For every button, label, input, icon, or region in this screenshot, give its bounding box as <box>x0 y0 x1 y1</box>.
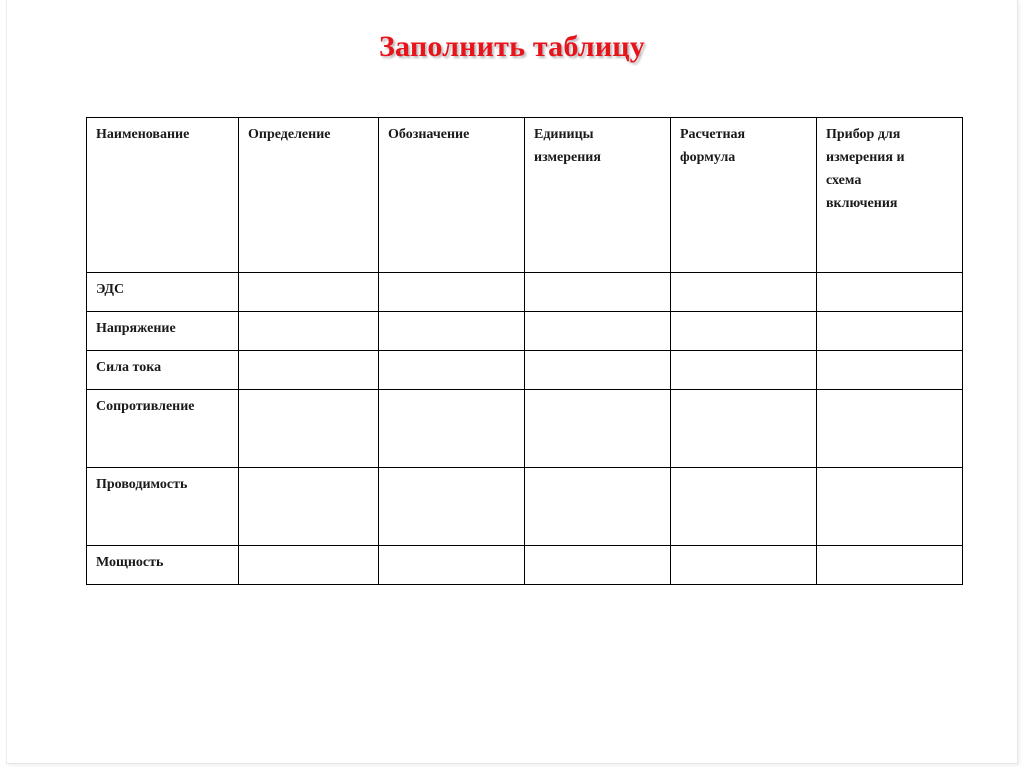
page-title: Заполнить таблицу <box>379 30 645 63</box>
row-label-cell <box>87 390 239 468</box>
header-row <box>87 118 963 273</box>
empty-cell[interactable] <box>379 273 525 312</box>
empty-cell[interactable] <box>239 351 379 390</box>
empty-cell[interactable] <box>671 546 817 585</box>
empty-cell[interactable] <box>239 546 379 585</box>
row-label: Мощность <box>96 555 164 570</box>
row-label-cell <box>87 312 239 351</box>
empty-cell[interactable] <box>817 546 963 585</box>
row-label: Напряжение <box>96 321 176 336</box>
table-row <box>87 468 963 546</box>
row-label-cell <box>87 546 239 585</box>
table-row <box>87 351 963 390</box>
header-cell <box>379 118 525 273</box>
header-cell <box>671 118 817 273</box>
empty-cell[interactable] <box>817 273 963 312</box>
empty-cell[interactable] <box>239 468 379 546</box>
empty-cell[interactable] <box>525 273 671 312</box>
empty-cell[interactable] <box>817 468 963 546</box>
row-label-cell <box>87 273 239 312</box>
header-label: Единицы измерения <box>534 127 601 165</box>
empty-cell[interactable] <box>379 546 525 585</box>
empty-cell[interactable] <box>671 273 817 312</box>
row-label: Сила тока <box>96 360 162 375</box>
header-cell <box>817 118 963 273</box>
row-label-cell <box>87 468 239 546</box>
empty-cell[interactable] <box>379 312 525 351</box>
empty-cell[interactable] <box>817 351 963 390</box>
empty-cell[interactable] <box>671 468 817 546</box>
empty-cell[interactable] <box>817 312 963 351</box>
header-label: Прибор для измерения и схема включения <box>826 127 905 211</box>
empty-cell[interactable] <box>239 312 379 351</box>
row-label: Проводимость <box>96 477 188 492</box>
empty-cell[interactable] <box>817 390 963 468</box>
empty-cell[interactable] <box>525 546 671 585</box>
empty-cell[interactable] <box>379 468 525 546</box>
table-row <box>87 273 963 312</box>
empty-cell[interactable] <box>525 312 671 351</box>
table-row <box>87 546 963 585</box>
empty-cell[interactable] <box>671 390 817 468</box>
empty-cell[interactable] <box>379 390 525 468</box>
header-label: Наименование <box>96 127 190 142</box>
row-label: Сопротивление <box>96 399 195 414</box>
header-label: Обозначение <box>388 127 470 142</box>
row-label-cell <box>87 351 239 390</box>
row-label: ЭДС <box>96 282 125 297</box>
header-label: Определение <box>248 127 331 142</box>
header-cell <box>87 118 239 273</box>
fill-in-table <box>86 117 963 585</box>
empty-cell[interactable] <box>671 312 817 351</box>
empty-cell[interactable] <box>525 468 671 546</box>
table-row <box>87 390 963 468</box>
empty-cell[interactable] <box>525 351 671 390</box>
table-row <box>87 312 963 351</box>
header-label: Расчетная формула <box>680 127 746 165</box>
header-cell <box>525 118 671 273</box>
empty-cell[interactable] <box>379 351 525 390</box>
empty-cell[interactable] <box>239 273 379 312</box>
empty-cell[interactable] <box>239 390 379 468</box>
header-cell <box>239 118 379 273</box>
empty-cell[interactable] <box>525 390 671 468</box>
empty-cell[interactable] <box>671 351 817 390</box>
